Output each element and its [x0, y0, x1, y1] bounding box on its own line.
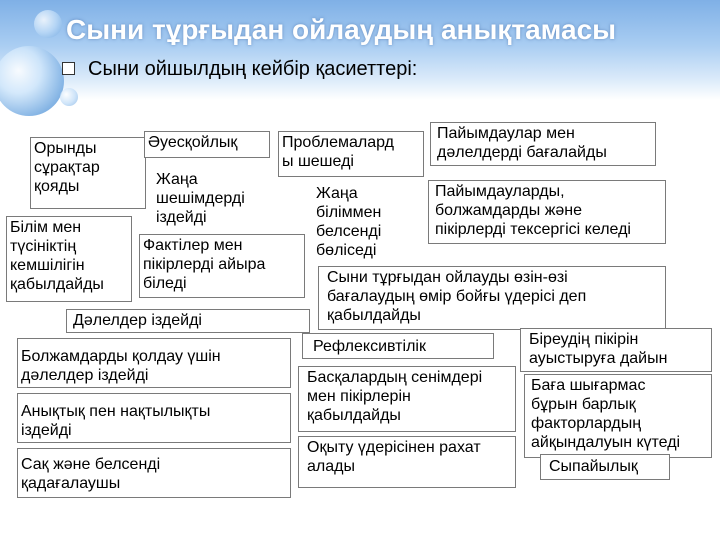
trait-box-test-assumptions: Пайымдауларды, болжамдарды және пікірлерді тексергісі келеді: [428, 180, 666, 244]
trait-box-clarity-precision: Анықтық пен нақтылықты іздейді: [17, 393, 291, 443]
decorative-orb-small: [34, 10, 62, 38]
slide-subtitle: Сыни ойшылдың кейбір қасиеттері:: [88, 58, 418, 80]
trait-box-lifelong-self-assessment: Сыни тұрғыдан ойлауды өзін-өзі бағалаудың өмір бойғы үдерісі деп қабылдайды: [318, 266, 666, 330]
trait-box-reflexivity: Рефлексивтілік: [302, 333, 494, 359]
trait-box-enjoys-learning: Оқыту үдерісінен рахат алады: [298, 436, 516, 488]
trait-box-seek-evidence: Дәлелдер іздейді: [66, 309, 310, 333]
trait-box-change-opinion: Біреудің пікірін ауыстыруға дайын: [520, 328, 712, 372]
trait-box-politeness: Сыпайылық: [540, 454, 670, 480]
trait-box-evaluate-arguments: Пайымдаулар мен дәлелдерді бағалайды: [430, 122, 656, 166]
trait-box-knowledge-gaps: Білім мен түсініктің кемшілігін қабылдайды: [6, 216, 132, 302]
trait-box-wait-all-factors: Баға шығармас бұрын барлық факторлардың айқындалуын күтеді: [524, 374, 712, 458]
trait-box-accept-beliefs: Басқалардың сенімдері мен пікірлерін қабылдайды: [298, 366, 516, 432]
trait-box-new-solutions: Жаңа шешімдерді іздейді: [156, 171, 245, 226]
trait-box-curiosity: Әуесқойлық: [144, 131, 270, 158]
decorative-orb: [0, 46, 64, 116]
trait-box-support-assumptions: Болжамдарды қолдау үшін дәлелдер іздейді: [17, 338, 291, 388]
slide-title: Сыни тұрғыдан ойлаудың анықтамасы: [66, 14, 617, 45]
decorative-orb-tiny: [60, 88, 78, 106]
trait-box-share-knowledge: Жаңа біліммен белсенді бөліседі: [316, 185, 382, 259]
trait-box-solves-problems: Проблемалард ы шешеді: [278, 131, 424, 177]
trait-box-careful-observer: Сақ және белсенді қадағалаушы: [17, 448, 291, 498]
trait-box-facts-opinions: Фактілер мен пікірлерді айыра біледі: [139, 234, 305, 298]
square-bullet-icon: [62, 62, 75, 75]
trait-box-ask-questions: Орынды сұрақтар қояды: [30, 137, 146, 209]
